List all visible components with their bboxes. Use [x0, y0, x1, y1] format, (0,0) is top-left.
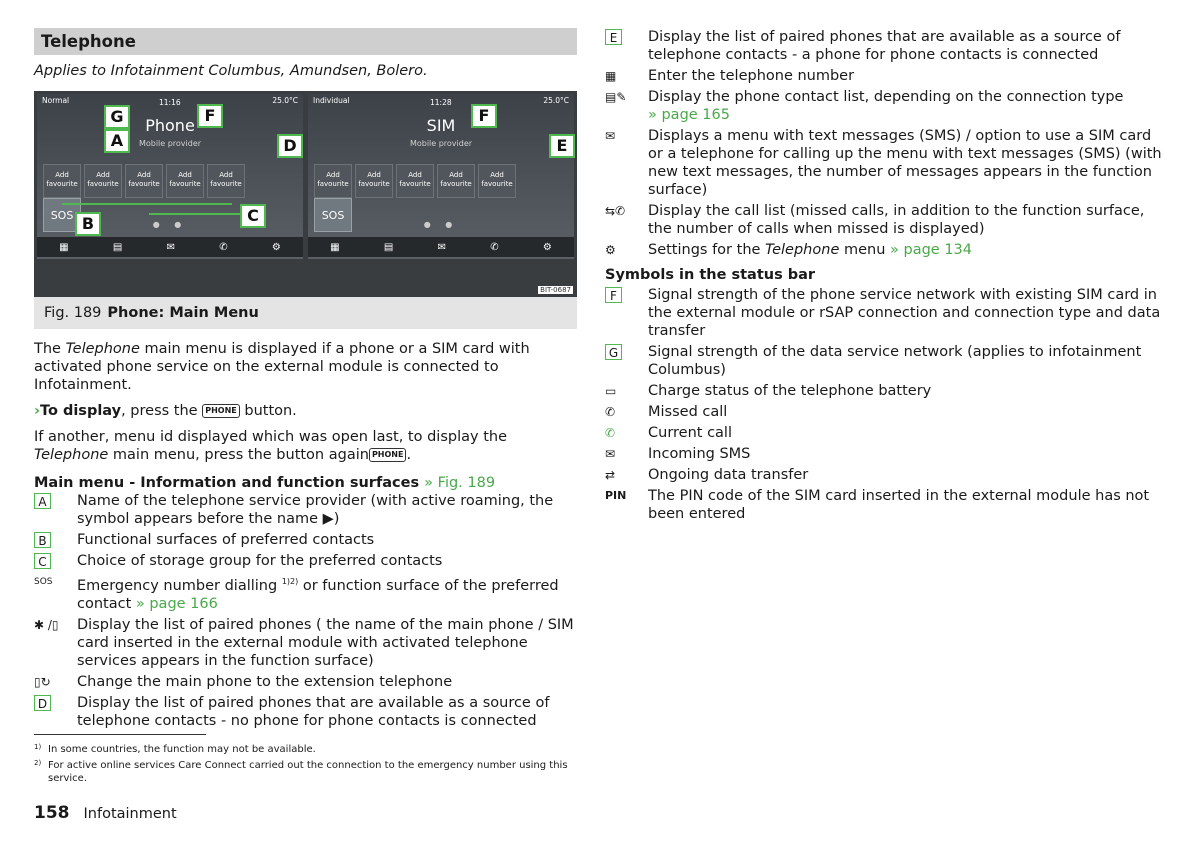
page-link[interactable]: » page 134 — [890, 242, 972, 258]
main-menu-list — [34, 492, 577, 730]
page-link[interactable]: » page 165 — [648, 107, 730, 123]
callout-c: C — [240, 204, 266, 228]
figure-189 — [34, 91, 577, 297]
second-paragraph: If another, menu id displayed which was open last, to display the Telephone main menu, press the button again PHONE . — [34, 429, 507, 463]
page-dots: ● ● — [152, 220, 188, 229]
callout-b: B — [75, 212, 101, 236]
keypad-icon: ▦ — [605, 69, 617, 83]
temperature: 25.0°C — [272, 96, 298, 105]
list-item: ▭ Charge status of the telephone battery — [605, 383, 932, 399]
list-item: D Display the list of paired phones that are available as a source of telephone contacts - no phone for phone contacts is connected — [34, 694, 577, 730]
list-item: G Signal strength of the data service network (applies to infotainment Columbus) — [605, 343, 1165, 379]
sms-icon: ✉ — [605, 447, 616, 461]
list-item: ✱ /▯ Display the list of paired phones ( the name of the main phone / SIM card inserted in the external module with activated telephone services appears in the function surface) — [34, 616, 574, 669]
list-item: C Choice of storage group for the preferred contacts — [34, 552, 577, 570]
section-title: Telephone — [34, 28, 577, 55]
list-item: PIN The PIN code of the SIM card inserted in the external module has not been entered — [605, 488, 1150, 522]
screen-title: SIM — [426, 116, 456, 135]
fig-link[interactable]: » Fig. 189 — [424, 475, 496, 491]
right-column — [605, 28, 1165, 523]
callout-line — [62, 203, 232, 205]
page-section: Infotainment — [83, 806, 177, 822]
screen-sim — [308, 94, 574, 259]
contacts-icon[interactable]: ▤ — [383, 241, 394, 253]
callout-e: E — [549, 134, 575, 158]
label-marker: A — [34, 493, 51, 509]
function-bar — [308, 237, 574, 257]
add-favourite-tile[interactable]: Add favourite — [43, 164, 81, 198]
label-marker: G — [605, 344, 622, 360]
add-favourite-tile[interactable]: Add favourite — [84, 164, 122, 198]
settings-icon: ⚙ — [605, 243, 616, 257]
data-transfer-icon: ⇄ — [605, 468, 616, 482]
page-link[interactable]: » page 166 — [135, 595, 218, 612]
current-call-icon: ✆ — [605, 426, 616, 440]
footnote-divider — [34, 734, 206, 735]
list-item: ⇄ Ongoing data transfer — [605, 467, 809, 483]
left-column — [34, 28, 577, 730]
callout-line — [149, 213, 241, 215]
footnote: 2) For active online services Care Connect carried out the connection to the emergency number using this service. — [34, 759, 568, 784]
label-marker: B — [34, 532, 51, 548]
call-list-icon: ⇆✆ — [605, 204, 626, 218]
sms-icon[interactable]: ✉ — [166, 241, 175, 253]
missed-call-icon: ✆ — [605, 405, 616, 419]
caption-number: Fig. 189 — [44, 305, 102, 321]
callout-g: G — [104, 105, 130, 129]
provider-name: Mobile provider — [409, 139, 473, 148]
sms-icon: ✉ — [605, 129, 616, 143]
add-favourite-tile[interactable]: Add favourite — [314, 164, 352, 198]
add-favourite-tile[interactable]: Add favourite — [437, 164, 475, 198]
list-item: ▯↻ Change the main phone to the extension telephone — [34, 673, 453, 690]
provider-name: Mobile provider — [138, 139, 202, 148]
call-list-icon[interactable]: ✆ — [490, 241, 499, 253]
sms-icon[interactable]: ✉ — [437, 241, 446, 253]
phone-key: PHONE — [202, 404, 240, 418]
battery-icon: ▭ — [605, 384, 617, 398]
temperature: 25.0°C — [543, 96, 569, 105]
label-marker: C — [34, 553, 51, 569]
function-bar — [37, 237, 303, 257]
add-favourite-tile[interactable]: Add favourite — [355, 164, 393, 198]
callout-a: A — [104, 129, 130, 153]
page-dots: ● ● — [423, 220, 459, 229]
add-favourite-tile[interactable]: Add favourite — [125, 164, 163, 198]
footnote: 1) In some countries, the function may not be available. — [34, 743, 316, 755]
list-item: ✉ Incoming SMS — [605, 446, 751, 462]
figure-code: BIT-0687 — [540, 286, 571, 294]
add-favourite-tile[interactable]: Add favourite — [207, 164, 245, 198]
callout-d: D — [277, 134, 303, 158]
sos-button[interactable]: SOS — [314, 198, 352, 232]
list-item: B Functional surfaces of preferred contacts — [34, 531, 577, 549]
list-item: ✆ Current call — [605, 425, 732, 441]
list-item: SOS Emergency number dialling $^{1)2)}$ or function surface of the preferred contact » page 166 — [34, 573, 577, 613]
label-marker: D — [34, 695, 51, 711]
settings-icon[interactable]: ⚙ — [542, 241, 552, 253]
sos-icon: SOS — [34, 577, 53, 587]
add-favourite-tile[interactable]: Add favourite — [166, 164, 204, 198]
applies-to: Applies to Infotainment Columbus, Amundsen, Bolero. — [34, 63, 428, 79]
keypad-icon[interactable]: ▦ — [59, 241, 69, 253]
list-item: F Signal strength of the phone service network with existing SIM card in the external module or rSAP connection and connection type and data transfer — [605, 286, 1165, 340]
callout-f: F — [197, 104, 223, 128]
intro-paragraph: The Telephone main menu is displayed if a phone or a SIM card with activated phone service on the external module is connected to Infotainment. — [34, 341, 530, 393]
status-bar — [308, 94, 574, 108]
label-marker: F — [605, 287, 622, 303]
status-symbols-heading: Symbols in the status bar — [605, 267, 816, 283]
call-list-icon[interactable]: ✆ — [219, 241, 228, 253]
contacts-icon[interactable]: ▤ — [112, 241, 123, 253]
list-item: ⇆✆ Display the call list (missed calls, in addition to the function surface, the number of calls when missed is displayed) — [605, 203, 1145, 237]
main-menu-heading: Main menu - Information and function surfaces » Fig. 189 — [34, 475, 496, 491]
phone-swap-icon: ▯↻ — [34, 674, 51, 689]
list-item: ✉ Displays a menu with text messages (SMS) / option to use a SIM card or a telephone for calling up the menu with text messages (SMS) (with new text messages, the number of messages appears in the function surface) — [605, 128, 1162, 198]
mode-label: Normal — [42, 96, 70, 105]
list-item: ▦ Enter the telephone number — [605, 68, 855, 84]
bluetooth-sim-icon: ✱ /▯ — [34, 617, 59, 632]
list-item: ⚙ Settings for the Telephone menu » page 134 — [605, 242, 972, 258]
caption-title: Phone: Main Menu — [107, 305, 259, 321]
list-item: ✆ Missed call — [605, 404, 728, 420]
screen-title: Phone — [145, 116, 195, 135]
list-item: ▤✎ Display the phone contact list, depending on the connection type » page 165 — [605, 89, 1124, 123]
settings-icon[interactable]: ⚙ — [271, 241, 281, 253]
add-favourite-tile[interactable]: Add favourite — [478, 164, 516, 198]
page-number: 158 — [34, 803, 70, 823]
sos-button[interactable]: SOS — [43, 198, 81, 232]
display-step: ›To display, press the PHONE button. — [34, 403, 297, 419]
list-item: A Name of the telephone service provider (with active roaming, the symbol appears before the name ▶) — [34, 492, 577, 528]
mode-label: Individual — [313, 96, 350, 105]
contacts-icon: ▤✎ — [605, 90, 627, 104]
label-marker: E — [605, 29, 622, 45]
clock: 11:16 — [159, 98, 181, 107]
pin-icon: PIN — [605, 489, 627, 502]
clock: 11:28 — [430, 98, 452, 107]
figure-caption — [34, 297, 577, 329]
footnotes — [34, 734, 577, 785]
status-bar — [37, 94, 303, 108]
keypad-icon[interactable]: ▦ — [330, 241, 340, 253]
callout-f: F — [471, 104, 497, 128]
phone-key: PHONE — [369, 448, 407, 462]
page-footer — [34, 803, 177, 823]
add-favourite-tile[interactable]: Add favourite — [396, 164, 434, 198]
list-item: E Display the list of paired phones that are available as a source of telephone contacts - a phone for phone contacts is connected — [605, 28, 1165, 64]
